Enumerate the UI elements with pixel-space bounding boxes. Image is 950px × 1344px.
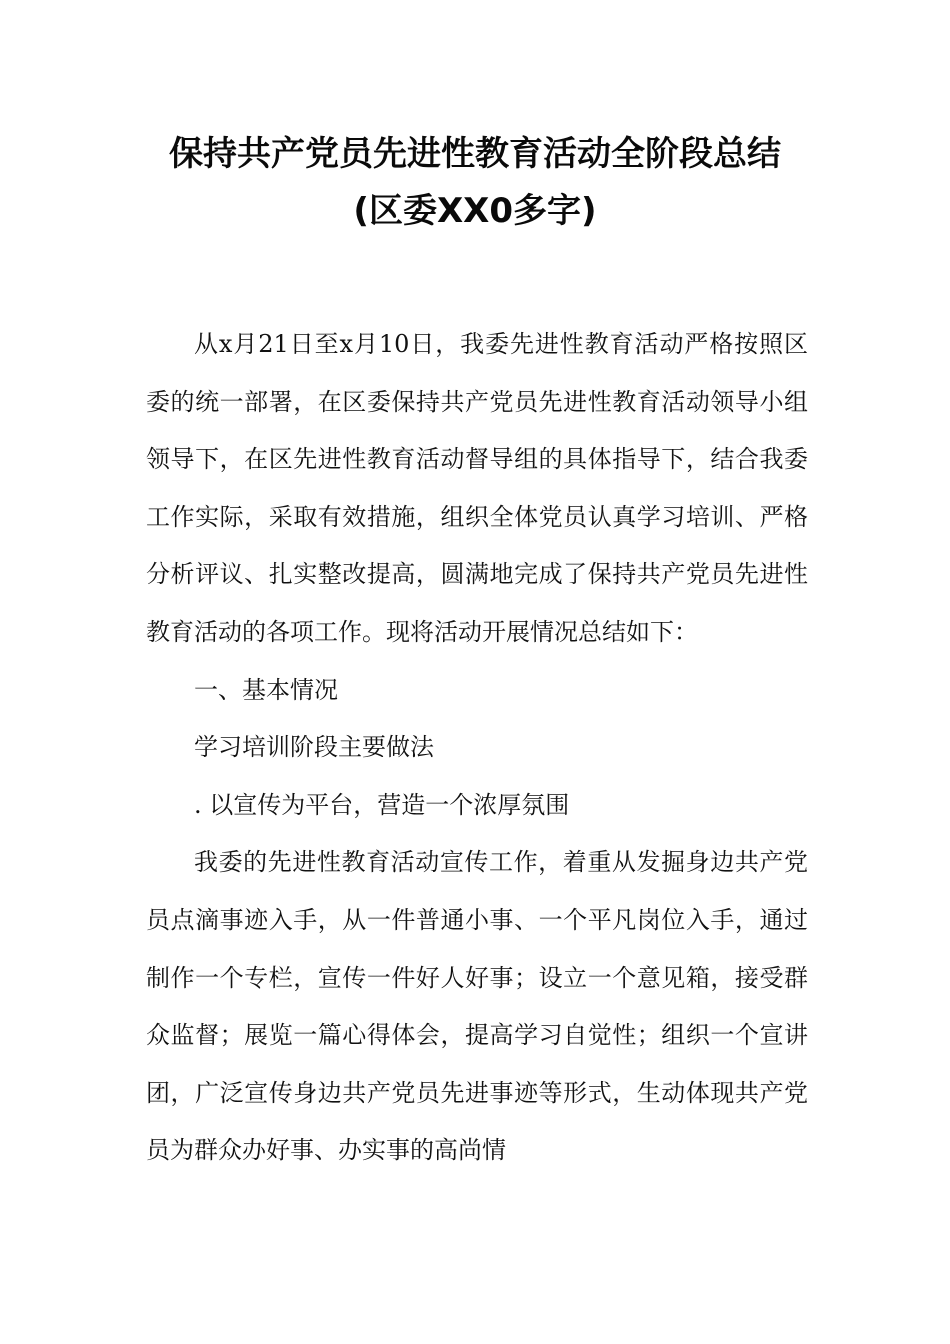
section-heading: 一、基本情况 [194, 675, 338, 704]
paragraph-publicity: 我委的先进性教育活动宣传工作，着重从发掘身边共产党员点滴事迹入手，从一件普通小事、一个平凡岗位入手，通过制作一个专栏，宣传一件好人好事；设立一个意见箱，接受群众监督；展览一篇心得体会，提高学习自觉性；组织一个宣讲团，广泛宣传身边共产党员先进事迹等形式，生动体现共产党员为群众办好事、办实事的高尚情 [146, 848, 808, 1165]
item-heading: . 以宣传为平台，营造一个浓厚氛围 [194, 790, 570, 819]
paragraph-intro: 从x月21日至x月10日，我委先进性教育活动严格按照区委的统一部署，在区委保持共产党员先进性教育活动领导小组领导下，在区先进性教育活动督导组的具体指导下，结合我委工作实际，采取有效措施，组织全体党员认真学习培训、严格分析评议、扎实整改提高，圆满地完成了保持共产党员先进性教育活动的各项工作。现将活动开展情况总结如下： [146, 330, 808, 646]
document-title: 保持共产党员先进性教育活动全阶段总结 [169, 134, 781, 174]
subsection-heading: 学习培训阶段主要做法 [194, 733, 434, 762]
document-subtitle: (区委XX0多字) [353, 191, 597, 231]
document-body [146, 316, 808, 1180]
